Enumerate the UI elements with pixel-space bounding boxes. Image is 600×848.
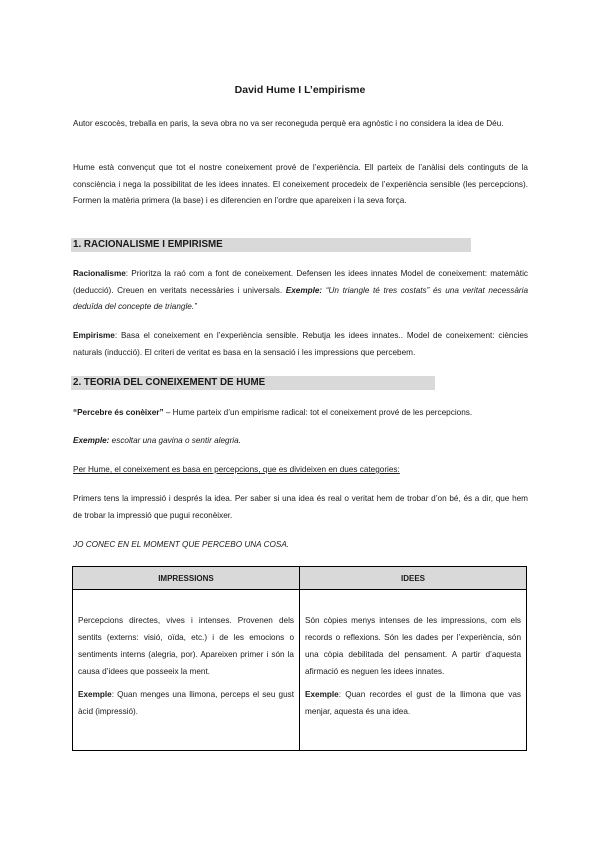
primers-paragraph: Primers tens la impressió i després la idea. Per saber si una idea és real o veritat hem de trobar d’on bé, és a dir, que hem de trobar la impressió que pugui reconèixer. bbox=[73, 494, 528, 520]
impressions-example-text: : Quan menges una llimona, perceps el seu gust àcid (impressió). bbox=[78, 690, 294, 716]
conec-line: JO CONEC EN EL MOMENT QUE PERCEBO UNA COSA. bbox=[73, 540, 290, 549]
impressions-cell bbox=[73, 590, 300, 751]
table-row bbox=[73, 590, 527, 751]
table-header-row bbox=[73, 567, 527, 590]
racionalisme-term: Racionalisme bbox=[73, 269, 126, 278]
idees-example-label: Exemple bbox=[305, 690, 339, 699]
idees-example-text: : Quan recordes el gust de la llimona que vas menjar, aquesta és una idea. bbox=[305, 690, 521, 716]
impressions-ideas-table bbox=[72, 566, 527, 751]
empirisme-text: : Basa el coneixement en l’experiència sensible. Rebutja les idees innates.. Model de coneixement: ciències naturals (inducció). El criteri de veritat es basa en la sensació i les impressions que percebem. bbox=[73, 331, 528, 357]
racionalisme-example-label: Exemple: bbox=[285, 285, 323, 295]
racionalisme-paragraph bbox=[73, 266, 528, 316]
intro-paragraph-1: Autor escocès, treballa en paris, la seva obra no va ser reconeguda perquè era agnòstic i no considera la idea de Déu. bbox=[73, 119, 504, 128]
idees-cell bbox=[300, 590, 527, 751]
empirisme-term: Empirisme bbox=[73, 331, 115, 340]
example-paragraph bbox=[73, 433, 528, 450]
intro-paragraph-2: Hume està convençut que tot el nostre coneixement prové de l’experiència. Ell parteix de l’anàlisi dels continguts de la consciència i nega la possibilitat de les idees innates. El coneixement procedeix de l’experiència sensible (les percepcions). Formen la matèria primera (la base) i es diferencien en l’ordre que apareixen i la seva força. bbox=[73, 163, 528, 205]
percebre-term: “Percebre és conèixer” bbox=[73, 408, 164, 417]
section-2-heading: 2. TEORIA DEL CONEIXEMENT DE HUME bbox=[71, 376, 435, 390]
racionalisme-example-text: “Un triangle té tres costats” és una veritat necessària deduïda del concepte de triangle.” bbox=[73, 285, 529, 311]
document-title: David Hume I L’empirisme bbox=[234, 84, 366, 96]
header-idees: IDEES bbox=[300, 567, 527, 590]
percebre-paragraph bbox=[73, 405, 528, 422]
percebre-text: – Hume parteix d’un empirisme radical: tot el coneixement prové de les percepcions. bbox=[163, 408, 473, 417]
empirisme-paragraph bbox=[73, 328, 528, 361]
idees-example bbox=[305, 686, 521, 720]
example-label: Exemple: bbox=[73, 436, 110, 445]
example-text: escoltar una gavina o sentir alegria. bbox=[109, 436, 241, 445]
racionalisme-text: : Prioritza la raó com a font de coneixement. Defensen les idees innates Model de coneixement: matemàtic (deducció). Creuen en veritats necessàries i universals. bbox=[73, 269, 528, 295]
header-impressions: IMPRESSIONS bbox=[73, 567, 300, 590]
categories-intro: Per Hume, el coneixement es basa en percepcions, que es divideixen en dues categories: bbox=[73, 465, 400, 474]
impressions-text: Percepcions directes, vives i intenses. Provenen dels sentits (externs: visió, oïda, etc.) i de les emocions o sentiments interns (alegria, por). Apareixen primer i són la causa d’idees que posseeix la ment. bbox=[78, 616, 294, 676]
impressions-example-label: Exemple bbox=[78, 690, 112, 699]
impressions-example bbox=[78, 686, 294, 720]
section-1-heading: 1. RACIONALISME I EMPIRISME bbox=[71, 238, 471, 252]
idees-text: Són còpies menys intenses de les impressions, com els records o reflexions. Són les dades per l’experiència, són una còpia debilitada del pensament. A partir d’aquesta afirmació es neguen les idees innates. bbox=[305, 616, 521, 676]
